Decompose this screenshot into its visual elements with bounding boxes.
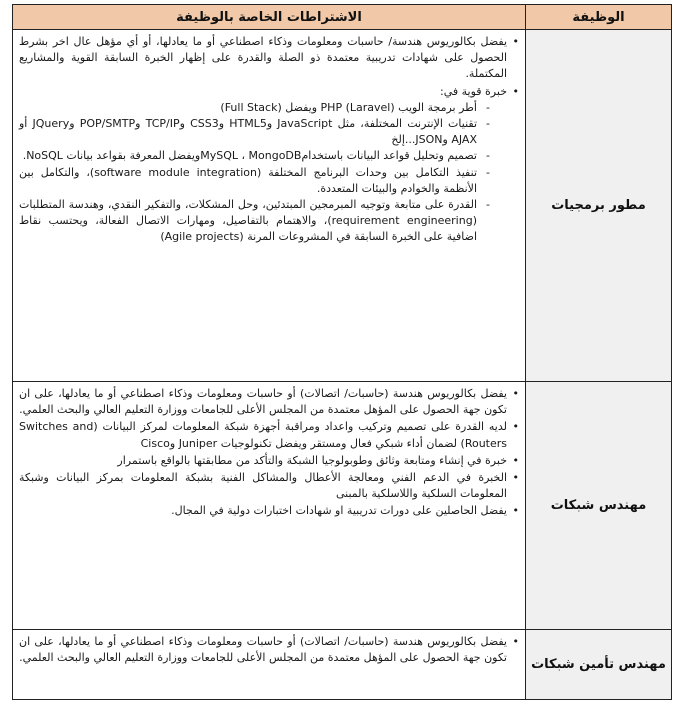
list-item: • يفضل بكالوريوس هندسة/ حاسبات ومعلومات وذكاء اصطناعي أو ما يعادلها، أو أي مؤهل عال اخر بشرط الحصول على شهادات تدريبية معتمدة ذو الصلة والقدرة على إظهار الخبرة السابقة القوية والمشاريع المكتملة. xyxy=(19,34,521,83)
header-requirements: الاشتراطات الخاصة بالوظيفة xyxy=(13,5,526,30)
list-item: • يفضل بكالوريوس هندسة (حاسبات/ اتصالات) أو حاسبات ومعلومات وذكاء اصطناعي أو ما يعادلها، على ان تكون جهة الحصول على المؤهل معتمدة من المجلس الأعلى للجامعات ووزارة التعليم العالي والبحث العلمي. xyxy=(19,386,521,418)
experience-heading: خبرة قوية في: xyxy=(440,84,507,98)
sub-list-item: - القدرة على متابعة وتوجيه المبرمجين المبتدئين، وحل المشكلات، والتفكير النقدي، وهندسة المتطلبات (requirement engineering)، والاهتمام بالتفاصيل، ومهارات الاتصال الفعالة، ويحتسب نقاط اضافية على الخبرة السابقة في المشروعات المرنة (Agile projects) xyxy=(19,197,507,246)
list-item: • لديه القدرة على تصميم وتركيب واعداد ومراقبة أجهزة شبكة المعلومات لمركز البيانات (Switches and Routers) لضمان أداء شبكي فعال ومستقر ويفضل تكنولوجيات Juniper وCisco xyxy=(19,419,521,451)
sub-list-item: - أطر برمجة الويب PHP (Laravel) ويفضل (Full Stack) xyxy=(19,100,507,116)
list-item: • خبرة في إنشاء ومتابعة وثائق وطوبولوجيا الشبكة والتأكد من مطابقتها بالواقع باستمرار xyxy=(19,453,521,469)
sub-list-item: - تنفيذ التكامل بين وحدات البرنامج المختلفة (software module integration)، والتكامل بين الأنظمة والخوادم والبيئات المتعددة. xyxy=(19,165,507,197)
job-requirements-table xyxy=(12,4,672,700)
list-item: • الخبرة في الدعم الفني ومعالجة الأعطال والمشاكل الفنية بشبكة المعلومات بمركز البيانات وشبكة المعلومات السلكية واللاسلكية بالمبنى xyxy=(19,470,521,502)
sub-list-item: - تصميم وتحليل قواعد البيانات باستخدامMySQL ، MongoDBويفضل المعرفة بقواعد بيانات NoSQL. xyxy=(19,148,507,164)
list-item: • يفضل بكالوريوس هندسة (حاسبات/ اتصالات) أو حاسبات ومعلومات وذكاء اصطناعي أو ما يعادلها، على ان تكون جهة الحصول على المؤهل معتمدة من المجلس الأعلى للجامعات ووزارة التعليم العالي والبحث العلمي. xyxy=(19,634,521,666)
table-row xyxy=(13,630,672,700)
table-row xyxy=(13,30,672,382)
sub-list-item: - تقنيات الإنترنت المختلفة، مثل JavaScript وHTML5 وCSS3 وTCP/IP وPOP/SMTP وJQuery أو AJAX وJSON...إلخ xyxy=(19,116,507,148)
job-title: مهندس شبكات xyxy=(526,382,672,630)
job-requirements xyxy=(13,30,526,382)
table-row xyxy=(13,382,672,630)
table-header-row xyxy=(13,5,672,30)
job-title: مهندس تأمين شبكات xyxy=(526,630,672,700)
list-item: • يفضل الحاصلين على دورات تدريبية او شهادات اختبارات دولية في المجال. xyxy=(19,503,521,519)
job-requirements xyxy=(13,630,526,700)
job-requirements xyxy=(13,382,526,630)
list-item xyxy=(19,84,521,246)
job-title: مطور برمجيات xyxy=(526,30,672,382)
header-job: الوظيفة xyxy=(526,5,672,30)
